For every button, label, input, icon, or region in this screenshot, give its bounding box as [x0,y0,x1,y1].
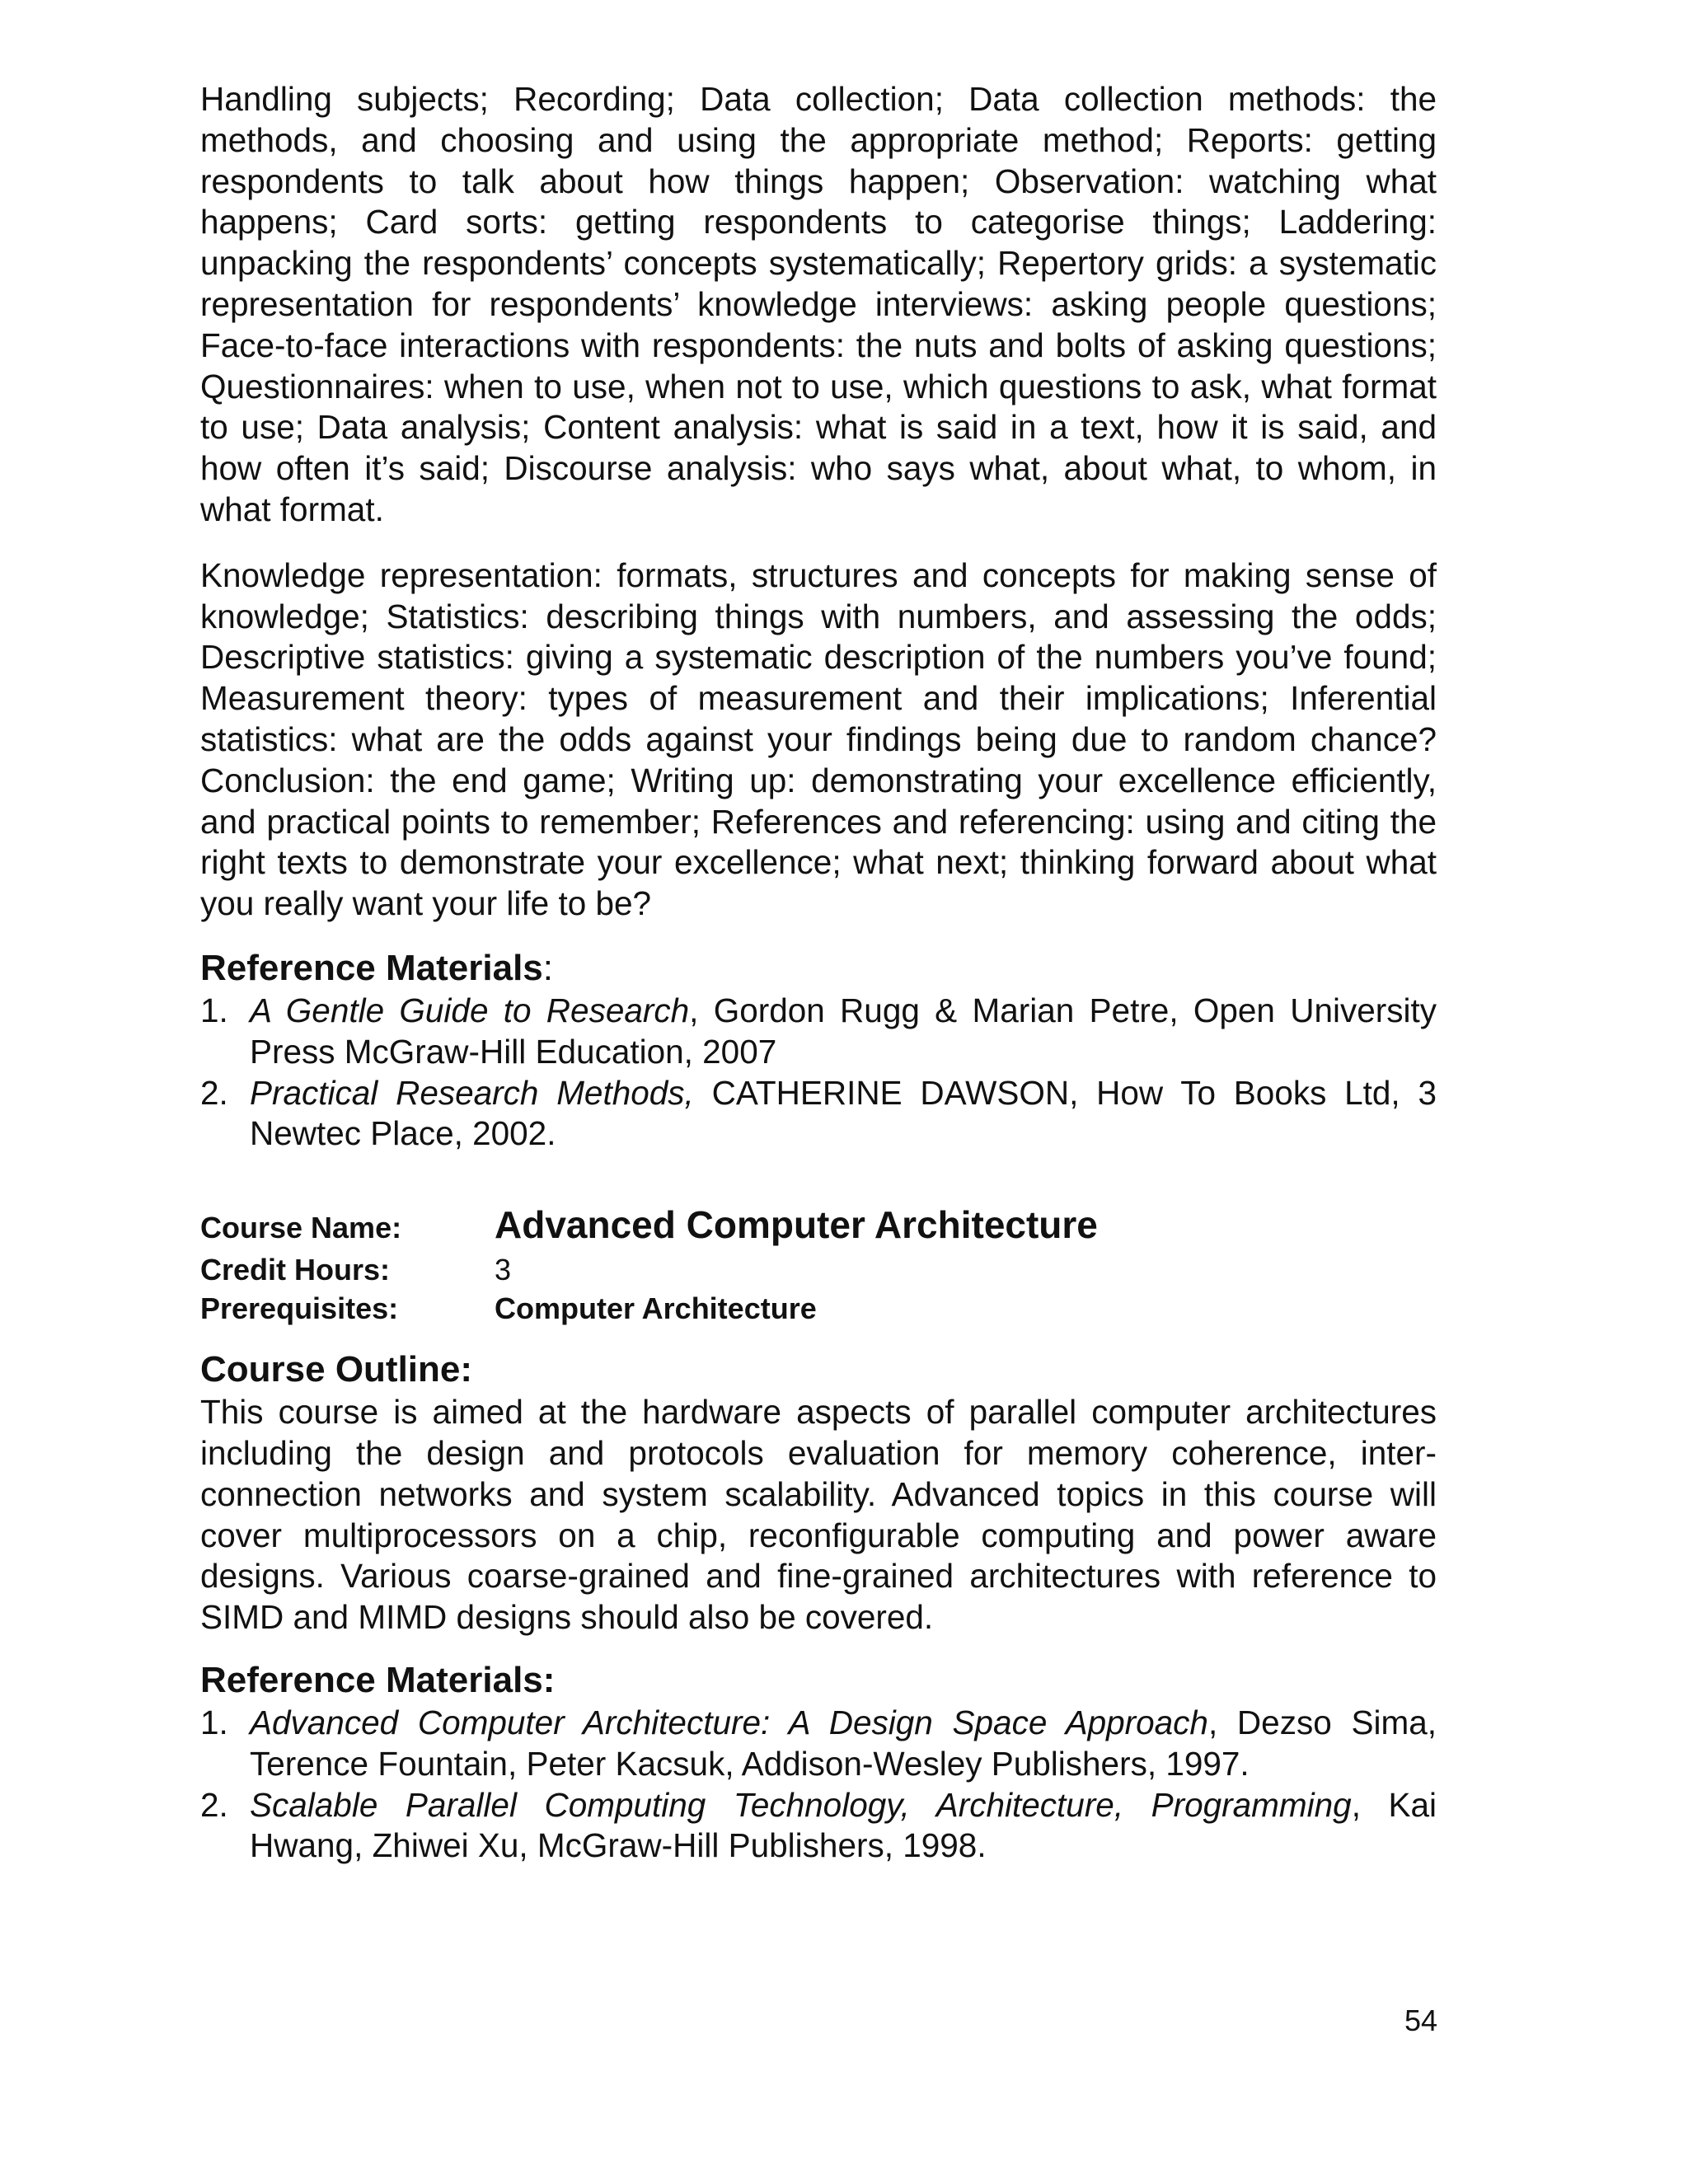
reference-title: Scalable Parallel Computing Technology, Architecture, Programming [250,1785,1352,1824]
reference-list-1 [200,991,1437,1155]
reference-details: CATHERINE DAWSON, How To Books Ltd, 3 Newtec Place, 2002. [250,1073,1437,1153]
reference-item [200,991,1437,1073]
course-name-label: Course Name: [200,1211,402,1245]
reference-item [200,1703,1437,1785]
intro-paragraph-1: Handling subjects; Recording; Data collection; Data collection methods: the methods, and choosing and using the appropriate method; Reports: getting respondents to talk about how things happen; Observation: watching what happens; Card sorts: getting respondents to categorise things; Laddering: unpacking the respondents’ concepts systematically; Repertory grids: a systematic representation for respondents’ knowledge interviews: asking people questions; Face-to-face interactions with respondents: the nuts and bolts of asking questions; Questionnaires: when to use, when not to use, which questions to ask, what format to use; Data analysis; Content analysis: what is said in a text, how it is said, and how often it’s said; Discourse analysis: who says what, about what, to whom, in what format. [200,80,1437,528]
reference-title: Advanced Computer Architecture: A Design Space Approach [250,1703,1208,1741]
prerequisites-label: Prerequisites: [200,1291,399,1326]
course-name-value: Advanced Computer Architecture [495,1203,1098,1247]
prerequisites-row [200,1289,1437,1328]
reference-details: , Dezso Sima, Terence Fountain, Peter Kacsuk, Addison-Wesley Publishers, 1997. [250,1703,1437,1783]
reference-heading-text: Reference Materials [200,947,543,988]
credit-hours-row [200,1250,1437,1289]
reference-number: 2. [200,1785,228,1824]
reference-title: Practical Research Methods, [250,1073,694,1112]
prerequisites-value: Computer Architecture [495,1291,817,1326]
credit-hours-label: Credit Hours: [200,1253,391,1287]
course-outline-text: This course is aimed at the hardware aspects of parallel computer architectures including the design and protocols evaluation for memory coherence, inter-connection networks and system scalability. Advanced topics in this course will cover multiprocessors on a chip, reconfigurable computing and power aware designs. Various coarse-grained and fine-grained architectures with reference to SIMD and MIMD designs should also be covered. [200,1393,1437,1637]
course-info-table [200,1202,1437,1328]
reference-item [200,1785,1437,1868]
reference-heading-colon: : [542,947,553,988]
reference-details: , Gordon Rugg & Marian Petre, Open University Press McGraw-Hill Education, 2007 [250,991,1437,1071]
course-name-row [200,1202,1437,1250]
reference-materials-heading-2: Reference Materials: [200,1659,556,1700]
page-number: 54 [1404,2004,1437,2037]
credit-hours-value: 3 [495,1253,512,1287]
document-page [200,79,1437,1867]
reference-item [200,1073,1437,1155]
course-outline-heading: Course Outline: [200,1349,473,1390]
reference-number: 1. [200,991,228,1029]
reference-list-2 [200,1703,1437,1867]
reference-title: A Gentle Guide to Research [250,991,690,1029]
reference-materials-heading-1 [200,946,1437,991]
reference-number: 2. [200,1073,228,1112]
reference-details: , Kai Hwang, Zhiwei Xu, McGraw-Hill Publishers, 1998. [250,1785,1437,1865]
reference-number: 1. [200,1703,228,1741]
intro-paragraph-2: Knowledge representation: formats, structures and concepts for making sense of knowledge; Statistics: describing things with numbers, and assessing the odds; Descriptive statistics: giving a systematic description of the numbers you’ve found; Measurement theory: types of measurement and their implications; Inferential statistics: what are the odds against your findings being due to random chance? Conclusion: the end game; Writing up: demonstrating your excellence efficiently, and practical points to remember; References and referencing: using and citing the right texts to demonstrate your excellence; what next; thinking forward about what you really want your life to be? [200,555,1437,923]
